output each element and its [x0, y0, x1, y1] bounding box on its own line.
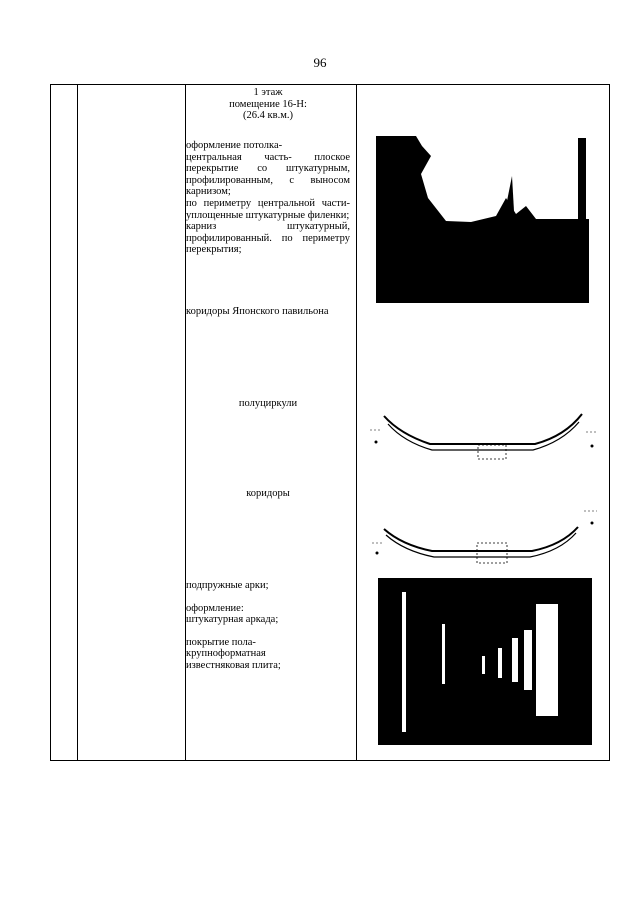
ceiling-photo-graphic [376, 136, 589, 303]
arcade-photo [378, 578, 592, 745]
floor-title: покрытие пола- [186, 636, 256, 648]
semicircle-drawing [370, 402, 598, 468]
semicircles-label: полуциркули [238, 398, 298, 409]
corridor-drawing [372, 503, 597, 577]
finish-title: оформление: [186, 602, 244, 614]
corridors-japanese-label: коридоры Японского павильона [186, 306, 329, 317]
column-divider [77, 85, 78, 760]
floor-label: 1 этаж [253, 87, 283, 98]
floor-value: крупноформатная [186, 648, 266, 660]
corridors-label: коридоры [246, 488, 290, 499]
room-header [186, 87, 350, 122]
ceiling-line: оформление потолка- [186, 140, 283, 151]
area-label: (26.4 кв.м.) [243, 110, 293, 122]
arcade-photo-graphic [378, 578, 592, 745]
arches-description [186, 580, 350, 672]
arches-title: подпружные арки; [186, 580, 269, 591]
column-divider [356, 85, 357, 760]
finish-value: штукатурная аркада; [186, 614, 279, 626]
ceiling-description [186, 140, 350, 256]
ceiling-photo [376, 136, 589, 303]
page-number: 96 [313, 55, 327, 70]
semicircle-drawing-graphic [370, 402, 598, 468]
ceiling-line: по периметру центральной части- уплощенные штукатурные филенки; [186, 197, 350, 221]
floor-value: известняковая плита; [186, 659, 281, 671]
ceiling-line: центральная часть- плоское перекрытие со штукатурным, профилированным, с выносом карнизом; [186, 151, 350, 198]
ceiling-line: карниз штукатурный, профилированный. по периметру перекрытия; [186, 221, 350, 256]
corridor-drawing-graphic [372, 503, 597, 577]
room-label: помещение 16-Н: [229, 98, 307, 110]
